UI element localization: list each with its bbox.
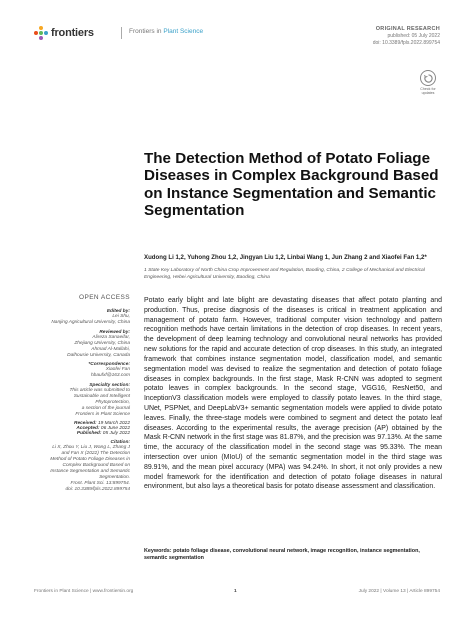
specialty-section-line: Sustainable and Intelligent — [73, 393, 130, 399]
citation-line: Li X, Zhou Y, Liu J, Wang L, Zhang J — [52, 444, 130, 450]
article-sidebar — [34, 294, 130, 493]
keywords-label: Keywords: — [144, 548, 172, 554]
footer-volume-info: July 2022 | Volume 13 | Article 899754 — [358, 589, 440, 594]
citation-label: Citation: — [110, 439, 130, 445]
affiliations: 1 State Key Laboratory of North China Crop Improvement and Regulation, Baoding, China, 2 College of Mechanical and Electrical Engineering, Hebei Agricultural University, Baoding, China — [144, 268, 425, 280]
citation-line[interactable]: doi: 10.3389/fpls.2022.899754 — [65, 486, 130, 492]
received-label: Received: — [73, 421, 97, 427]
citation-line: Method of Potato Foliage Diseases in — [50, 456, 130, 462]
reviewed-by-line: Zhejiang University, China — [74, 340, 130, 346]
refresh-icon — [420, 70, 436, 86]
published-date: published: 05 July 2022 — [387, 33, 440, 39]
article-meta — [373, 26, 440, 46]
badge-label: Check for updates — [420, 87, 436, 95]
check-for-updates-badge[interactable] — [417, 70, 439, 95]
logo-text: frontiers — [51, 27, 94, 39]
article-type: ORIGINAL RESEARCH — [375, 26, 440, 32]
edited-by-label: Edited by: — [106, 309, 130, 314]
page-footer — [34, 589, 440, 599]
frontiers-logo-icon — [34, 26, 48, 40]
accepted-value: 06 June 2022 — [100, 426, 130, 432]
reviewed-by-line: Dalhousie University, Canada — [67, 352, 130, 358]
accepted-label: Accepted: — [76, 426, 100, 432]
citation-line: and Fan X (2022) The Detection — [61, 450, 130, 456]
specialty-section-label: Specialty section: — [89, 382, 130, 388]
specialty-section-line: This article was submitted to — [69, 387, 130, 393]
footer-journal-link[interactable]: Frontiers in Plant Science | www.frontiersin.org — [34, 589, 134, 594]
abstract-text: Potato early blight and late blight are devastating diseases that affect potato planting and production. Thus, precise diagnosis of the diseases is critical in treatment application and management of potato farm. However, traditional computer vision technology and pattern recognition methods have certain limitations in the detection of crop diseases. In recent years, the development of deep learning technology and convolutional neural networks has provided new solutions for the rapid and accurate detection of crop diseases. In this study, an integrated framework that combines instance segmentation model, classification model, and semantic segmentation model was devised to realize the segmentation and detection of potato foliage diseases in complex backgrounds. In the first stage, Mask R-CNN was adopted to segment potato leaves in complex backgrounds. In the second stage, VGG16, ResNet50, and InceptionV3 classification models were employed to classify potato leaves. In the third stage, UNet, PSPNet, and DeepLabV3+ semantic segmentation models were applied to divide potato leaves. Finally, the three-stage models were combined to segment and detect the potato leaf diseases. According to the experimental results, the average precision (AP) obtained by the Mask R-CNN network in the first stage was 81.87%, and the precision was 97.13%. At the same time, the accuracy of the classification model in the second stage was 95.33%. The mean intersection over union (MIoU) of the semantic segmentation model in the third stage was 89.91%, and the mean pixel accuracy (MPA) was 94.24%. In short, it not only provides a new model framework for the identification and detection of potato foliage diseases in natural environment, but also lays a theoretical basis for potato disease assessment and classification. — [144, 297, 442, 491]
citation-line: Front. Plant Sci. 13:899754. — [70, 480, 130, 486]
published-label: Published: — [76, 431, 102, 437]
keywords — [144, 548, 440, 562]
journal-name[interactable] — [129, 28, 203, 35]
journal-title: Plant Science — [163, 28, 204, 35]
specialty-section-line: Frontiers in Plant Science — [75, 411, 130, 417]
frontiers-logo[interactable] — [34, 26, 94, 40]
journal-prefix: Frontiers in — [129, 28, 162, 35]
published-date-sidebar — [34, 431, 130, 436]
author-list: Xudong Li 1,2, Yuhong Zhou 1,2, Jingyan Liu 1,2, Linbai Wang 1, Jun Zhang 2 and Xiaofei Fan 1,2* — [144, 254, 427, 261]
article-title: The Detection Method of Potato Foliage Diseases in Complex Background Based on Instance Segmentation and Semantic Segmentation — [144, 150, 439, 220]
article-doi[interactable]: doi: 10.3389/fpls.2022.899754 — [372, 40, 440, 46]
reviewed-by-line: Ahmad Al-Mallahi, — [91, 346, 130, 352]
citation-line: Complex Background Based on — [62, 462, 130, 468]
citation-line: Segmentation. — [99, 474, 130, 480]
published-value: 05 July 2022 — [102, 431, 130, 437]
page-header — [34, 26, 440, 66]
correspondence-email[interactable]: hbaufxf@163.com — [90, 373, 130, 379]
specialty-section-line: Phytoprotection, — [95, 399, 130, 405]
correspondence-name: Xiaofei Fan — [105, 367, 130, 373]
page-number: 1 — [234, 589, 237, 594]
specialty-section-line: a section of the journal — [81, 405, 130, 411]
edited-by-line: Nanjing Agricultural University, China — [51, 320, 130, 325]
open-access-label[interactable]: OPEN ACCESS — [79, 294, 130, 301]
received-value: 19 March 2022 — [98, 421, 130, 427]
citation-line: Instance Segmentation and Semantic — [50, 468, 130, 474]
header-divider — [121, 27, 122, 39]
edited-by-line: Lei Shu, — [112, 314, 130, 319]
correspondence-label: *Correspondence: — [88, 362, 130, 368]
reviewed-by-line: Alireza Sanaeifar, — [92, 334, 130, 340]
reviewed-by-label: Reviewed by: — [99, 329, 130, 335]
keywords-list: potato foliage disease, convolutional neural network, image recognition, instance segmentation, semantic segmentation — [144, 548, 420, 561]
